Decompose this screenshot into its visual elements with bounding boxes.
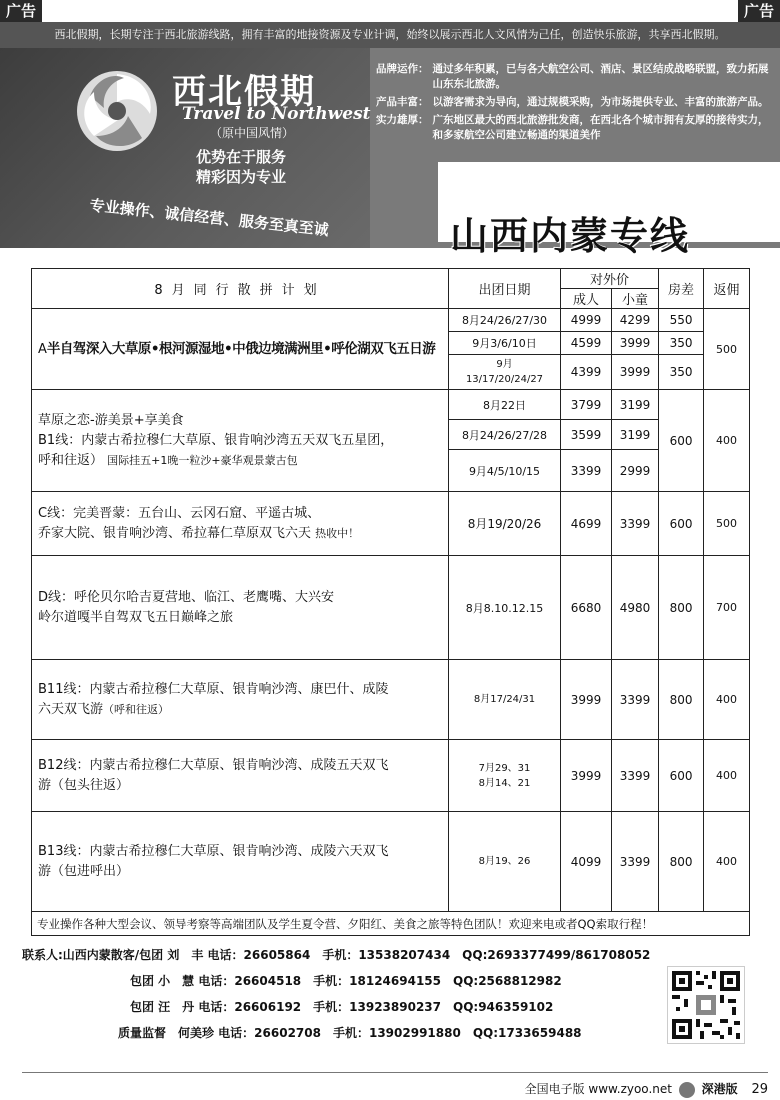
ad-tag-right: 广告 — [738, 0, 780, 22]
header-room-diff: 房差 — [659, 269, 704, 309]
contact-list — [22, 942, 672, 1046]
departure-date: 8月24/26/27/30 — [449, 309, 561, 332]
page-footer — [525, 1080, 768, 1098]
rebate: 500 — [704, 309, 750, 390]
price-adult: 3399 — [561, 450, 612, 492]
departure-date: 8月17/24/31 — [449, 660, 561, 740]
swirl-logo-icon — [72, 66, 162, 156]
feature-label: 品牌运作： — [376, 63, 429, 75]
table-row — [32, 309, 750, 332]
departure-date: 8月19、26 — [449, 812, 561, 912]
price-child: 4299 — [612, 309, 659, 332]
price-child: 4980 — [612, 556, 659, 660]
table-row — [32, 556, 750, 660]
price-adult: 4399 — [561, 355, 612, 390]
price-adult: 3799 — [561, 390, 612, 420]
header-child: 小童 — [612, 289, 659, 309]
room-diff: 600 — [659, 740, 704, 812]
rebate: 500 — [704, 492, 750, 556]
footer-site: 全国电子版 www.zyoo.net — [524, 1082, 672, 1096]
room-diff: 350 — [659, 332, 704, 355]
table-row — [32, 912, 750, 936]
intro-bar: 西北假期，长期专注于西北旅游线路，拥有丰富的地接资源及专业计调，始终以展示西北人文风情为己任，创造快乐旅游，共享西北假期。 — [0, 22, 780, 48]
price-adult: 4999 — [561, 309, 612, 332]
price-child: 3199 — [612, 420, 659, 450]
feature-item — [376, 113, 770, 143]
feature-text: 通过多年积累，已与各大航空公司、酒店、景区结成战略联盟，致力拓展山东东北旅游。 — [432, 63, 769, 90]
table-row — [32, 492, 750, 556]
price-child: 3199 — [612, 390, 659, 420]
service-ribbon: 专业操作、诚信经营、服务至真至诚 — [88, 196, 330, 240]
price-adult: 4699 — [561, 492, 612, 556]
ad-tag-left: 广告 — [0, 0, 42, 22]
departure-date: 8月24/26/27/28 — [449, 420, 561, 450]
header-price: 对外价 — [561, 269, 659, 289]
room-diff: 800 — [659, 812, 704, 912]
table-row — [32, 812, 750, 912]
price-adult: 3999 — [561, 660, 612, 740]
qr-code-icon — [667, 966, 745, 1044]
departure-date: 8月19/20/26 — [449, 492, 561, 556]
route-a: A半自驾深入大草原•根河源湿地•中俄边境满洲里•呼伦湖双飞五日游 — [32, 309, 449, 390]
departure-date: 9月4/5/10/15 — [449, 450, 561, 492]
rebate: 400 — [704, 390, 750, 492]
room-diff: 600 — [659, 492, 704, 556]
route-c: C线：完美晋蒙：五台山、云冈石窟、平遥古城、 乔家大院、银肯响沙湾、希拉幕仁草原双飞六天 热收中！ — [32, 492, 449, 556]
route-b13: B13线：内蒙古希拉穆仁大草原、银肯响沙湾、成陵六天双飞 游（包进呼出） — [32, 812, 449, 912]
brand-former-name: （原中国风情） — [210, 126, 295, 140]
departure-date: 7月29、31 8月14、21 — [449, 740, 561, 812]
route-b11: B11线：内蒙古希拉穆仁大草原、银肯响沙湾、康巴什、成陵 六天双飞游（呼和往返） — [32, 660, 449, 740]
room-diff: 350 — [659, 355, 704, 390]
rebate: 400 — [704, 660, 750, 740]
contact-line: 联系人:山西内蒙散客/包团 刘 丰 电话：26605864 手机：13538207434 QQ:2693377499/861708052 — [22, 948, 651, 962]
contact-line: 质量监督 何美珍 电话：26602708 手机：13902991880 QQ:1733659488 — [22, 1026, 582, 1040]
footer-divider — [22, 1072, 768, 1073]
departure-date: 9月3/6/10日 — [449, 332, 561, 355]
page-number: 29 — [751, 1082, 768, 1097]
service-note: 专业操作各种大型会议、领导考察等高端团队及学生夏令营、夕阳红、美食之旅等特色团队！欢迎来电或者QQ索取行程！ — [32, 912, 750, 936]
room-diff: 600 — [659, 390, 704, 492]
price-adult: 4599 — [561, 332, 612, 355]
price-child: 3399 — [612, 740, 659, 812]
price-adult: 3599 — [561, 420, 612, 450]
header-adult: 成人 — [561, 289, 612, 309]
brand-features — [376, 62, 770, 146]
price-adult: 4099 — [561, 812, 612, 912]
brand-name: 西北假期 — [172, 72, 316, 112]
feature-item — [376, 62, 770, 92]
room-diff: 550 — [659, 309, 704, 332]
edition-badge-icon — [679, 1082, 695, 1098]
room-diff: 800 — [659, 660, 704, 740]
header-plan: 8月同行散拼计划 — [32, 269, 449, 309]
price-child: 3399 — [612, 812, 659, 912]
table-row — [32, 390, 750, 420]
route-b1: 草原之恋-游美景+享美食 B1线：内蒙古希拉穆仁大草原、银肯响沙湾五天双飞五星团， 呼和往返） 国际挂五+1晚一粒沙+豪华观景蒙古包 — [32, 390, 449, 492]
header-date: 出团日期 — [449, 269, 561, 309]
schedule-table — [31, 268, 750, 936]
contact-line: 包团 小 慧 电话：26604518 手机：18124694155 QQ:2568812982 — [22, 974, 562, 988]
rebate: 400 — [704, 812, 750, 912]
feature-label: 实力雄厚： — [376, 114, 429, 126]
footer-edition: 深港版 — [701, 1082, 738, 1096]
price-child: 3999 — [612, 332, 659, 355]
feature-label: 产品丰富： — [376, 96, 429, 108]
price-child: 3999 — [612, 355, 659, 390]
departure-date: 8月8.10.12.15 — [449, 556, 561, 660]
feature-item — [376, 95, 770, 110]
departure-date: 9月 13/17/20/24/27 — [449, 355, 561, 390]
route-b12: B12线：内蒙古希拉穆仁大草原、银肯响沙湾、成陵五天双飞 游（包头往返） — [32, 740, 449, 812]
price-adult: 3999 — [561, 740, 612, 812]
contact-line: 包团 汪 丹 电话：26606192 手机：13923890237 QQ:946359102 — [22, 1000, 554, 1014]
price-child: 3399 — [612, 492, 659, 556]
departure-date: 8月22日 — [449, 390, 561, 420]
feature-text: 广东地区最大的西北旅游批发商，在西北各个城市拥有友厚的接待实力，和多家航空公司建立畅通的渠道美作 — [432, 114, 769, 141]
rebate: 700 — [704, 556, 750, 660]
rebate: 400 — [704, 740, 750, 812]
header-rebate: 返佣 — [704, 269, 750, 309]
route-title: 山西内蒙专线 — [450, 214, 691, 258]
price-child: 2999 — [612, 450, 659, 492]
route-d: D线：呼伦贝尔哈吉夏营地、临江、老鹰嘴、大兴安 岭尔道嘎半自驾双飞五日巅峰之旅 — [32, 556, 449, 660]
brand-name-english: Travel to Northwest — [182, 104, 371, 124]
table-row — [32, 660, 750, 740]
slogan-line-1: 优势在于服务 — [196, 148, 287, 166]
room-diff: 800 — [659, 556, 704, 660]
price-child: 3399 — [612, 660, 659, 740]
slogan-line-2: 精彩因为专业 — [196, 168, 287, 186]
price-adult: 6680 — [561, 556, 612, 660]
table-row — [32, 740, 750, 812]
feature-text: 以游客需求为导向，通过规模采购，为市场提供专业、丰富的旅游产品。 — [432, 96, 769, 108]
